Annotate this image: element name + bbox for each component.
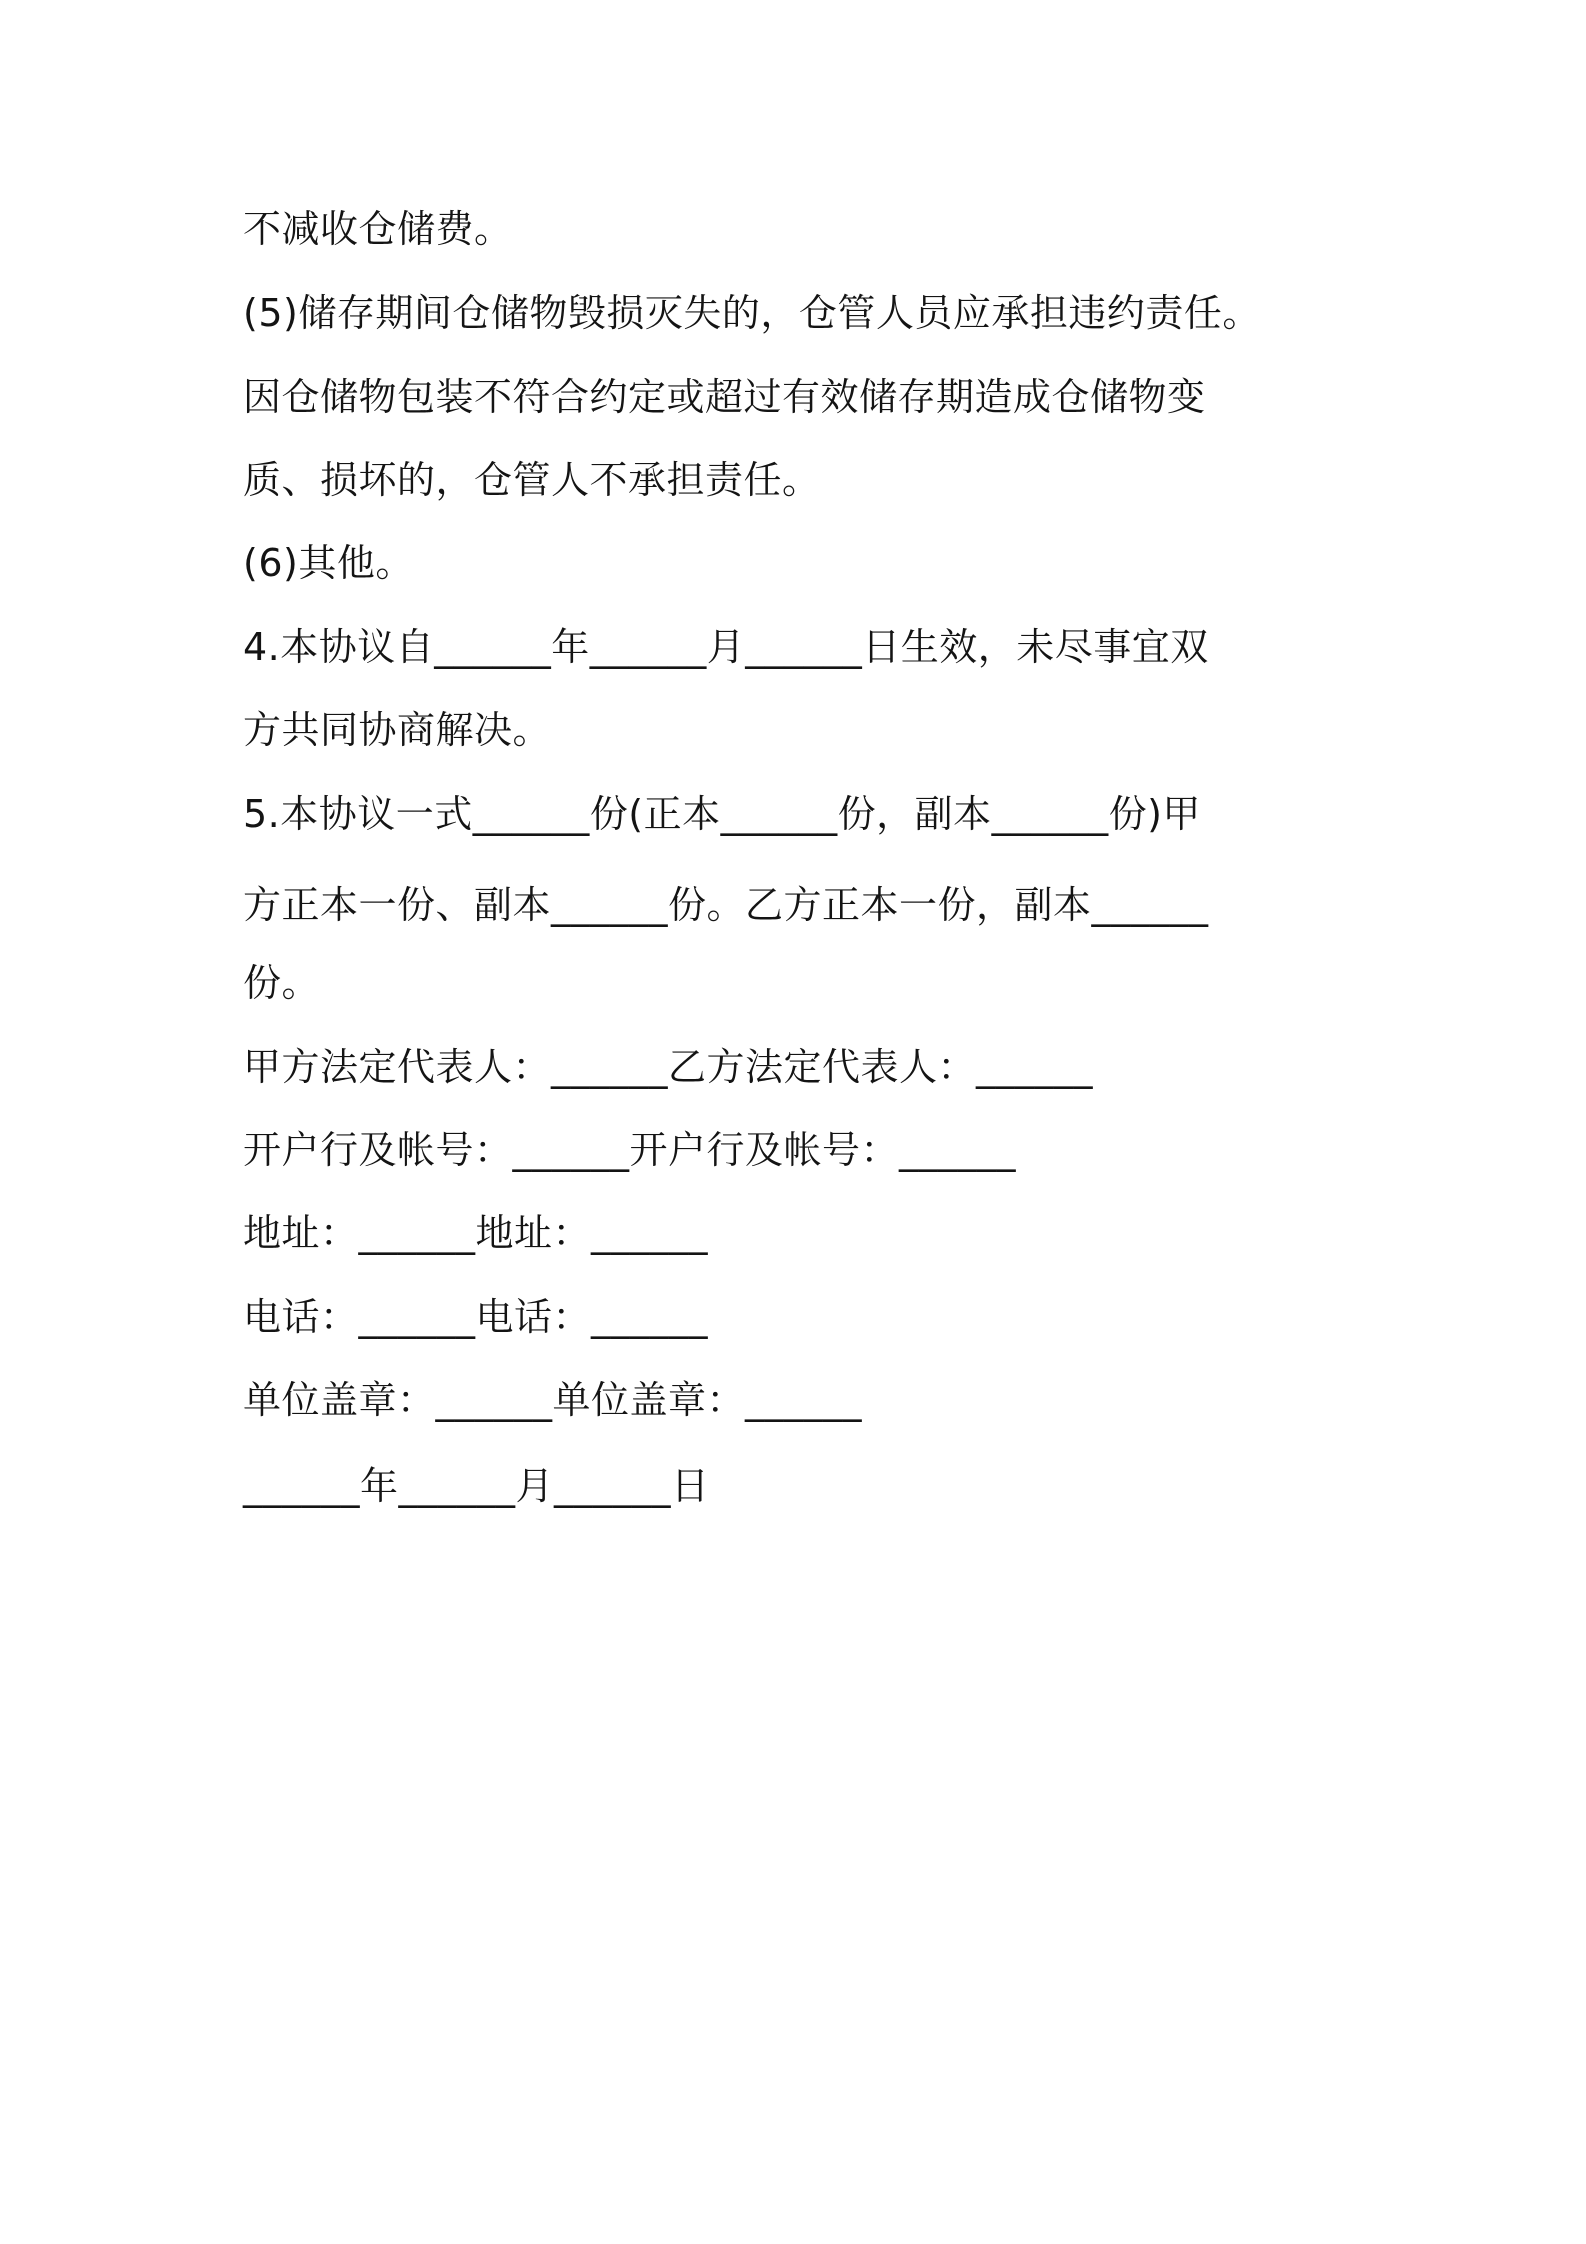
signature-company-seal: 单位盖章：______单位盖章：______ bbox=[243, 1378, 863, 1422]
signature-date: ______年______月______日 bbox=[243, 1464, 710, 1508]
signature-legal-representative: 甲方法定代表人：______乙方法定代表人：______ bbox=[243, 1045, 1094, 1089]
text-line-negotiation: 方共同协商解决。 bbox=[243, 708, 552, 752]
text-line-packaging: 因仓储物包装不符合约定或超过有效储存期造成仓储物变 bbox=[243, 375, 1206, 419]
text-line-clause-5: (5)储存期间仓储物毁损灭失的，仓管人员应承担违约责任。 bbox=[243, 291, 1261, 335]
text-line-damage: 质、损坏的，仓管人不承担责任。 bbox=[243, 458, 821, 502]
text-line-copy-distribution: 方正本一份、副本______份。乙方正本一份，副本______ bbox=[243, 883, 1209, 927]
text-line-clause-6: (6)其他。 bbox=[243, 541, 414, 585]
signature-bank-account: 开户行及帐号：______开户行及帐号：______ bbox=[243, 1128, 1017, 1172]
text-line-copies: 5.本协议一式______份(正本______份，副本______份)甲 bbox=[243, 792, 1201, 836]
signature-phone: 电话：______电话：______ bbox=[243, 1295, 709, 1339]
text-line-effective-date: 4.本协议自______年______月______日生效，未尽事宜双 bbox=[243, 625, 1209, 669]
signature-address: 地址：______地址：______ bbox=[243, 1211, 709, 1255]
text-line-fee-no-reduction: 不减收仓储费。 bbox=[243, 207, 513, 251]
text-line-copy-end: 份。 bbox=[243, 961, 321, 1005]
